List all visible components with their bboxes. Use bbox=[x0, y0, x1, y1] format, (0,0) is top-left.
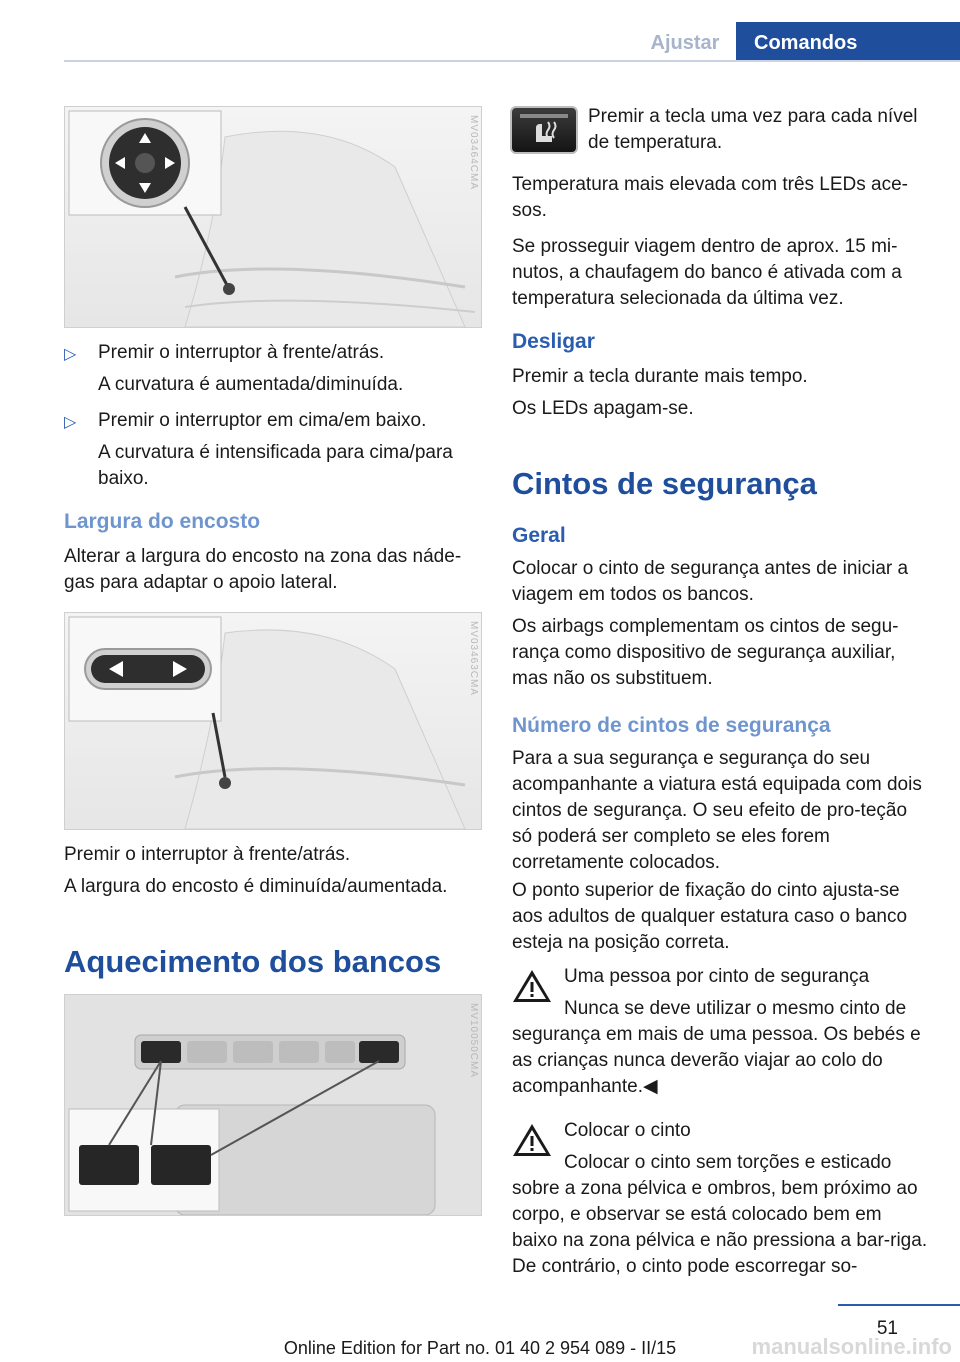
desligar-p2: Os LEDs apagam-se. bbox=[512, 398, 694, 419]
bullet-action: Premir o interruptor à frente/atrás. bbox=[98, 342, 385, 363]
cintos-heading: Cintos de segurança bbox=[512, 466, 817, 501]
geral-heading: Geral bbox=[512, 524, 566, 547]
edition-line: Online Edition for Part no. 01 40 2 954 089 - II/15 bbox=[283, 1338, 677, 1358]
watermark: manualsonline.info bbox=[751, 1334, 952, 1359]
largura-heading: Largura do encosto bbox=[64, 510, 261, 533]
figure-code: MV10050CMA bbox=[468, 1003, 479, 1079]
largura-p1: Premir o interruptor à frente/atrás. bbox=[64, 844, 351, 865]
aquecimento-heading: Aquecimento dos bancos bbox=[64, 944, 442, 979]
numero-heading: Número de cintos de segurança bbox=[512, 714, 831, 737]
bullet-list bbox=[64, 340, 482, 492]
geral-p1: Colocar o cinto de segurança antes de iniciar a viagem em todos os bancos. bbox=[512, 558, 909, 605]
largura-p2: A largura do encosto é diminuída/aumentada. bbox=[64, 876, 448, 897]
geral-p2: Os airbags complementam os cintos de segu-rança como dispositivo de segurança auxiliar, mas não os substituem. bbox=[512, 616, 899, 689]
warning-text: Nunca se deve utilizar o mesmo cinto de segurança em mais de uma pessoa. Os bebés e as crianças nunca deverão viajar ao colo do acompanhante.◀ bbox=[512, 998, 921, 1097]
seat-illustration bbox=[65, 613, 481, 829]
bullet-result: A curvatura é aumentada/diminuída. bbox=[98, 374, 404, 395]
numero-p2: O ponto superior de fixação do cinto ajusta-se aos adultos de qualquer estatura caso o banco esteja na posição correta. bbox=[512, 880, 908, 953]
warning-body-1 bbox=[512, 996, 930, 1100]
seat-heating-key-icon bbox=[512, 108, 576, 152]
key-text: Premir a tecla uma vez para cada nível de temperatura. bbox=[588, 106, 918, 153]
page-number: 51 bbox=[876, 1318, 898, 1339]
desligar-p1: Premir a tecla durante mais tempo. bbox=[512, 366, 808, 387]
warning-body-2 bbox=[512, 1150, 930, 1280]
seat-heating-figure bbox=[64, 994, 482, 1216]
tab-comandos[interactable]: Comandos bbox=[736, 22, 960, 62]
bullet-action: Premir o interruptor em cima/em baixo. bbox=[98, 410, 427, 431]
header-rule bbox=[64, 60, 960, 62]
numero-p1: Para a sua segurança e segurança do seu acompanhante a viatura está equipada com dois cintos de segurança. O seu efeito de pro-teção só poderá ser completo se eles forem corretamente colocados. bbox=[512, 748, 922, 873]
warning-text: Colocar o cinto sem torções e esticado sobre a zona pélvica e ombros, bem próximo ao corpo, e observar se está colocado bem em baixo na zona pélvica e não pressiona a bar-riga. De contrário, o cinto pode escorregar so- bbox=[512, 1152, 928, 1277]
largura-text: Alterar a largura do encosto na zona das náde-gas para adaptar o apoio lateral. bbox=[64, 546, 462, 593]
desligar-heading: Desligar bbox=[512, 330, 595, 353]
figure-code: MV03463CMA bbox=[468, 621, 479, 697]
console-illustration bbox=[65, 995, 481, 1215]
prosseguir-text: Se prosseguir viagem dentro de aprox. 15 mi-nutos, a chaufagem do banco é ativada com a temperatura selecionada da última vez. bbox=[512, 236, 902, 309]
warning-title: Uma pessoa por cinto de segurança bbox=[564, 966, 870, 987]
temp-text: Temperatura mais elevada com três LEDs ace-sos. bbox=[512, 174, 908, 221]
triangle-bullet-icon: ▷ bbox=[64, 346, 77, 363]
warning-title: Colocar o cinto bbox=[564, 1120, 691, 1141]
page-header bbox=[0, 0, 960, 62]
bullet-result: A curvatura é intensificada para cima/para baixo. bbox=[98, 442, 453, 489]
tab-ajustar[interactable]: Ajustar bbox=[650, 32, 720, 54]
width-switch-figure bbox=[64, 612, 482, 830]
figure-code: MV03464CMA bbox=[468, 115, 479, 191]
footer-rule bbox=[838, 1304, 960, 1306]
seat-illustration bbox=[65, 107, 481, 327]
triangle-bullet-icon: ▷ bbox=[64, 414, 77, 431]
lumbar-switch-figure bbox=[64, 106, 482, 328]
